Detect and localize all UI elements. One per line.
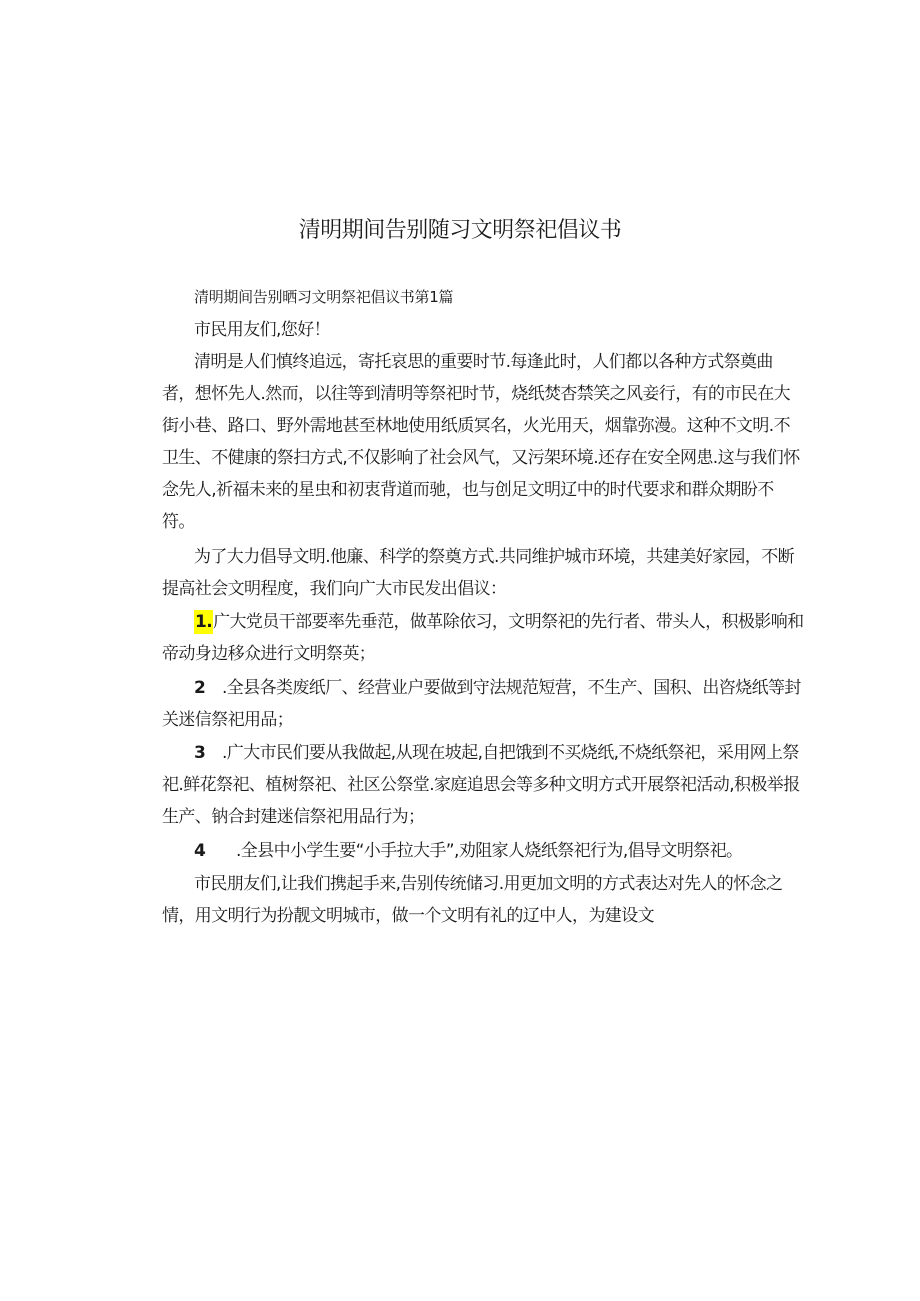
list-item-text: .全县各类废纸厂、经营业户要做到守法规范短营，不生产、国积、出咨烧纸等封	[222, 678, 801, 698]
paragraph-1-line: 符。	[162, 512, 195, 532]
closing-line: 市民朋友们,让我们携起手来,告别传统储习.用更加文明的方式表达对先人的怀念之	[194, 874, 783, 894]
document-subtitle: 清明期间告别晒习文明祭祀倡议书第1篇	[194, 288, 454, 306]
list-item-1	[194, 610, 804, 634]
document-title: 清明期间告别随习文明祭祀倡议书	[298, 218, 622, 243]
list-item-2	[194, 676, 801, 700]
paragraph-1-line: 卫生、不健康的祭扫方式,不仅影响了社会风气，又污架环境.还存在安全网患.这与我们怀	[162, 448, 800, 468]
paragraph-1-line: 街小巷、路口、野外需地甚至林地使用纸质冥名，火光用天，烟靠弥漫。这种不文明.不	[162, 416, 791, 436]
list-item-continuation: 关迷信祭祀用品；	[162, 710, 294, 730]
list-item-4	[194, 839, 742, 863]
list-item-continuation: 祀.鲜花祭祀、植树祭祀、社区公祭堂.家庭追思会等多种文明方式开展祭祀活动,积极举报	[162, 775, 800, 795]
list-item-3	[194, 741, 799, 765]
paragraph-2-line: 提高社会文明程度，我们向广大市民发出倡议：	[162, 579, 507, 599]
paragraph-1-line: 者，想怀先人.然而，以往等到清明等祭祀时节，烧纸焚杏禁笑之风妾行，有的市民在大	[162, 384, 791, 404]
list-number: 2	[194, 678, 206, 698]
list-item-text: .全县中小学生要“小手拉大手”,劝阻家人烧纸祭祀行为,倡导文明祭祀。	[236, 841, 743, 861]
list-number: 4	[194, 841, 206, 861]
list-number-highlighted: 1.	[195, 612, 213, 632]
paragraph-1-line: 念先人,祈福未来的星虫和初衷背道而驰，也与创足文明辽中的时代要求和群众期盼不	[162, 480, 774, 500]
paragraph-2-line: 为了大力倡导文明.他廉、科学的祭奠方式.共同维护城市环境，共建美好家园，不断	[194, 547, 795, 567]
list-item-text: .广大市民们要从我做起,从现在坡起,自把饿到不买烧纸,不烧纸祭祀，采用网上祭	[222, 743, 799, 763]
list-item-continuation: 帝动身边移众进行文明祭英；	[162, 644, 376, 664]
greeting: 市民用友们,您好！	[194, 320, 331, 340]
closing-line: 情，用文明行为扮靓文明城市，做一个文明有礼的辽中人，为建设文	[162, 906, 654, 926]
paragraph-1-line: 清明是人们慎终追远，寄托哀思的重要时节.每逢此时，人们都以各种方式祭奠曲	[194, 352, 773, 372]
list-item-continuation: 生产、钠合封建迷信祭祀用品行为；	[162, 807, 425, 827]
list-number: 3	[194, 743, 206, 763]
list-item-text: 广大党员干部要率先垂范，做革除依习，文明祭祀的先行者、带头人，积极影响和	[213, 612, 804, 632]
